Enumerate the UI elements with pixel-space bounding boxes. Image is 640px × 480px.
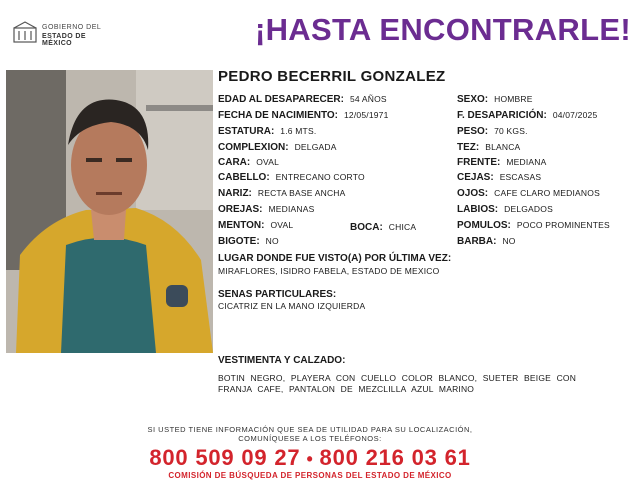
field-lips: LABIOS: DELGADOS [457, 204, 553, 215]
field-ears: OREJAS: MEDIANAS [218, 204, 315, 215]
last-seen-label: LUGAR DONDE FUE VISTO(A) POR ÚLTIMA VEZ: [218, 253, 452, 264]
marks-value: CICATRIZ EN LA MANO IZQUIERDA [218, 301, 366, 311]
state-seal-icon [12, 20, 38, 44]
person-name: PEDRO BECERRIL GONZALEZ [218, 68, 446, 85]
field-height: ESTATURA: 1.6 MTS. [218, 126, 317, 137]
phone-number-2[interactable]: 800 216 03 61 [319, 445, 471, 470]
field-chin: MENTON: OVAL [218, 220, 294, 231]
marks-label: SENAS PARTICULARES: [218, 289, 337, 300]
phone-number-1[interactable]: 800 509 09 27 [149, 445, 301, 470]
logo-line1: GOBIERNO DEL [42, 24, 102, 31]
field-age: EDAD AL DESAPARECER: 54 AÑOS [218, 94, 387, 105]
last-seen-value: MIRAFLORES, ISIDRO FABELA, ESTADO DE MEXICO [218, 266, 440, 276]
field-cheekbones: POMULOS: POCO PROMINENTES [457, 220, 610, 231]
commission-name: COMISIÓN DE BÚSQUEDA DE PERSONAS DEL ESTADO DE MÉXICO [168, 471, 452, 480]
field-birthdate: FECHA DE NACIMIENTO: 12/05/1971 [218, 110, 389, 121]
portrait-image [6, 70, 213, 353]
phone-numbers [0, 445, 620, 471]
field-eyes: OJOS: CAFE CLARO MEDIANOS [457, 188, 600, 199]
field-mouth: BOCA: CHICA [350, 222, 417, 233]
field-build: COMPLEXION: DELGADA [218, 142, 337, 153]
field-mustache: BIGOTE: NO [218, 236, 279, 247]
field-complexion: TEZ: BLANCA [457, 142, 521, 153]
field-forehead: FRENTE: MEDIANA [457, 157, 547, 168]
phone-separator: • [306, 449, 314, 469]
logo-line2: ESTADO DE MÉXICO [42, 33, 86, 47]
field-hair: CABELLO: ENTRECANO CORTO [218, 172, 365, 183]
headline: ¡HASTA ENCONTRARLE! [255, 12, 631, 47]
field-eyebrows: CEJAS: ESCASAS [457, 172, 542, 183]
government-logo [12, 20, 112, 48]
field-sex: SEXO: HOMBRE [457, 94, 533, 105]
info-line2: COMUNÍQUESE A LOS TELÉFONOS: [238, 434, 382, 443]
missing-person-photo [6, 70, 213, 353]
clothing-label: VESTIMENTA Y CALZADO: [218, 355, 346, 366]
field-weight: PESO: 70 KGS. [457, 126, 528, 137]
clothing-value: BOTIN NEGRO, PLAYERA CON CUELLO COLOR BLANCO, SUETER BEIGE CON FRANJA CAFE, PANTALON DE MEZCLILLA AZUL MARINO [218, 373, 577, 394]
info-line1: SI USTED TIENE INFORMACIÓN QUE SEA DE UTILIDAD PARA SU LOCALIZACIÓN, [147, 425, 473, 434]
field-nose: NARIZ: RECTA BASE ANCHA [218, 188, 346, 199]
field-disappearance-date: F. DESAPARICIÓN: 04/07/2025 [457, 110, 598, 121]
field-beard: BARBA: NO [457, 236, 516, 247]
field-face: CARA: OVAL [218, 157, 280, 168]
